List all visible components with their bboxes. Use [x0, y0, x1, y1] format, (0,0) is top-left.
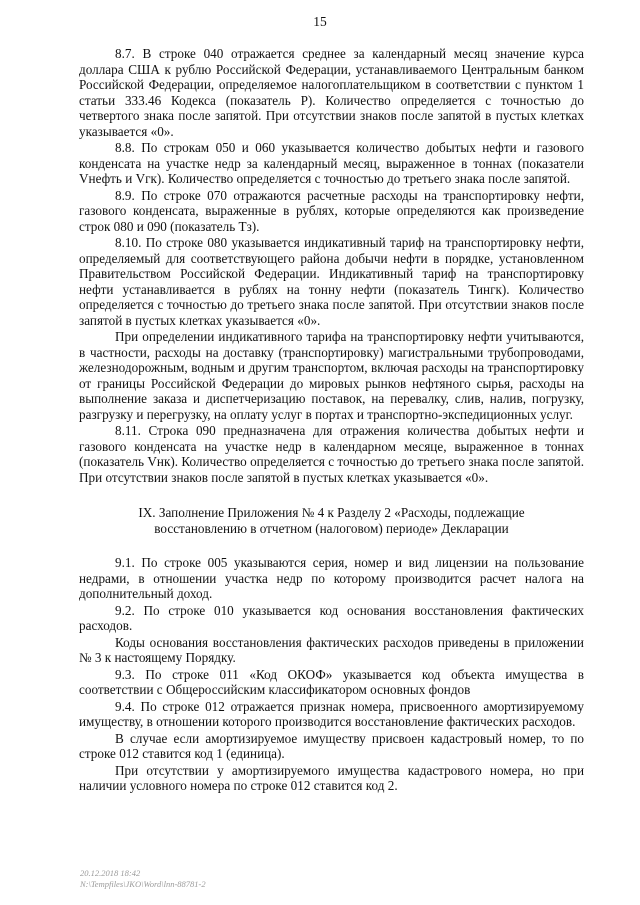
document-footer — [80, 868, 206, 890]
document-body — [79, 46, 584, 794]
footer-timestamp: 20.12.2018 18:42 — [80, 868, 141, 878]
paragraph-tariff-details: При определении индикативного тарифа на транспортировку нефти учитываются, в частности, расходы на доставку (транспортировку) магистральными трубопроводами, железнодорожным, водным и другим транспортом, включая расходы на транспортировку от границы Российской Федерации до мировых рынков нефтяного сырья, расходы на выполнение заказа и диспетчеризацию поставок, на перевалку, слив, налив, погрузку, разгрузку и перегрузку, на оплату услуг в портах и транспортно-экспедиционных услуг. — [79, 329, 584, 422]
paragraph-9-4: 9.4. По строке 012 отражается признак номера, присвоенного амортизируемому имуществу, в отношении которого производится восстановление фактических расходов. — [79, 698, 584, 729]
page-number: 15 — [313, 14, 327, 29]
paragraph-8-10: 8.10. По строке 080 указывается индикативный тариф на транспортировку нефти, определяемый для соответствующего района добычи нефти в порядке, установленном Правительством Российской Федерации. Индикативный тариф на транспортировку нефти устанавливается в рублях на тонну нефти (показатель Тингк). Количество определяется с точностью до третьего знака после запятой. При отсутствии знаков после запятой в пустых клетках указывается «0». — [79, 235, 584, 328]
section-heading-line-1: IX. Заполнение Приложения № 4 к Разделу 2 «Расходы, подлежащие — [138, 505, 525, 520]
section-heading-ix — [79, 505, 584, 536]
paragraph-codes-reference: Коды основания восстановления фактических расходов приведены в приложении № 3 к настоящему Порядку. — [79, 634, 584, 665]
paragraph-9-3: 9.3. По строке 011 «Код ОКОФ» указывается код объекта имущества в соответствии с Общероссийским классификатором основных фондов — [79, 666, 584, 697]
paragraph-8-7: 8.7. В строке 040 отражается среднее за календарный месяц значение курса доллара США к рублю Российской Федерации, устанавливаемого Центральным банком Российской Федерации, определяемое налогоплательщиком в соответствии с пунктом 1 статьи 333.46 Кодекса (показатель Р). Количество определяется с точностью до четвертого знака после запятой. При отсутствии знаков после запятой в пустых клетках указывается «0». — [79, 46, 584, 139]
footer-file-path: N:\Tempfiles\JKO\Word\lnn-88781-2 — [80, 879, 206, 889]
paragraph-conditional-code-2: При отсутствии у амортизируемого имущества кадастрового номера, но при наличии условного номера по строке 012 ставится код 2. — [79, 762, 584, 793]
section-heading-line-2: восстановлению в отчетном (налоговом) периоде» Декларации — [154, 520, 509, 536]
paragraph-8-11: 8.11. Строка 090 предназначена для отражения количества добытых нефти и газового конденсата на участке недр в календарном месяце, выраженное в тоннах (показатель Vнк). Количество определяется с точностью до третьего знака после запятой. При отсутствии знаков после запятой в пустых клетках указывается «0». — [79, 423, 584, 485]
paragraph-9-2: 9.2. По строке 010 указывается код основания восстановления фактических расходов. — [79, 602, 584, 633]
paragraph-9-1: 9.1. По строке 005 указываются серия, номер и вид лицензии на пользование недрами, в отношении участка недр по которому производится расчет налога на дополнительный доход. — [79, 555, 584, 601]
paragraph-8-9: 8.9. По строке 070 отражаются расчетные расходы на транспортировку нефти, газового конденсата, выраженные в рублях, которые определяются как произведение строк 080 и 090 (показатель Тз). — [79, 187, 584, 234]
paragraph-cadastral-code-1: В случае если амортизируемое имуществу присвоен кадастровый номер, то по строке 012 ставится код 1 (единица). — [79, 730, 584, 761]
paragraph-8-8: 8.8. По строкам 050 и 060 указывается количество добытых нефти и газового конденсата на участке недр за календарный месяц, выраженное в тоннах (показатели Vнефть и Vгк). Количество определяется с точностью до третьего знака после запятой. — [79, 140, 584, 186]
